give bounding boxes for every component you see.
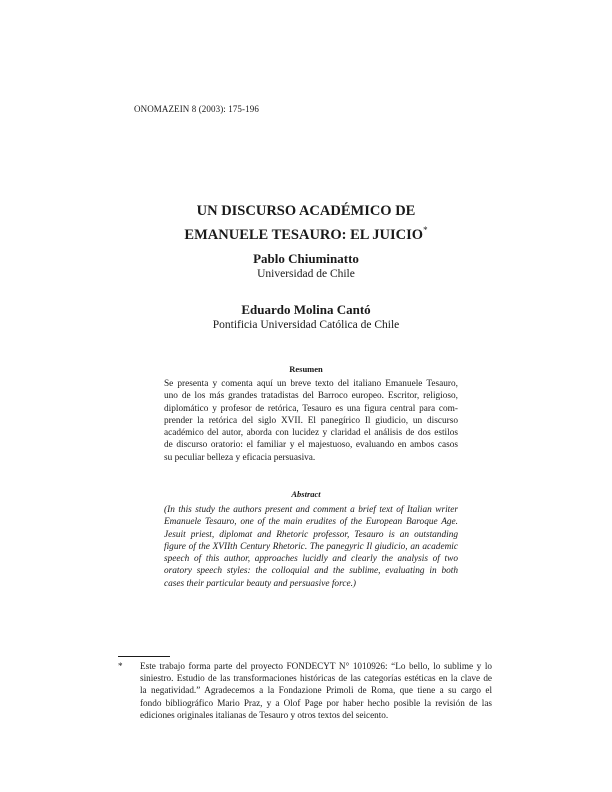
abstract-line: oratory speech styles: the colloquial and the sublime, evaluating in both	[164, 566, 458, 577]
title-footnote-mark: *	[423, 225, 428, 235]
resumen-line: su peculiar belleza y eficacia persuasiva.	[164, 452, 316, 463]
footnote-line: siniestro. Estudio de las transformaciones históricas de las categorías estéticas en la clave de	[140, 673, 492, 684]
footnote-line: Este trabajo forma parte del proyecto FONDECYT N° 1010926: “Lo bello, lo sublime y lo	[140, 661, 492, 671]
abstract-heading: Abstract	[291, 489, 321, 499]
title-line-2-text: EMANUELE TESAURO: EL JUICIO	[184, 226, 424, 243]
resumen-line: académico del autor, aborda con lucidez y claridad el análisis de dos estilos	[164, 428, 458, 439]
article-title	[0, 202, 612, 245]
author-affiliation-1: Universidad de Chile	[257, 268, 355, 280]
title-line-1: UN DISCURSO ACADÉMICO DE	[196, 203, 416, 219]
author-name-1: Pablo Chiuminatto	[253, 251, 359, 266]
footnote-body	[140, 660, 492, 721]
abstract-line: figure of the XVIIth Century Rhetoric. The panegyric Il giudicio, an academic	[164, 541, 458, 552]
footnote-line: fondo bibliográfico Mario Praz, y a Olof Page por haber hecho posible la revisión de las	[140, 697, 492, 708]
footnote-line: ediciones originales italianas de Tesauro y otros textos del seicento.	[140, 709, 389, 720]
author-affiliation-2: Pontificia Universidad Católica de Chile	[212, 319, 400, 331]
abstract-line: speech of this author, approaches lucidly and clearly the analysis of two	[164, 554, 458, 565]
resumen-line: prender la retórica del siglo XVII. El panegírico Il giudicio, un discurso	[164, 415, 458, 426]
resumen-heading: Resumen	[289, 364, 323, 374]
author-name-2: Eduardo Molina Cantó	[241, 302, 371, 317]
resumen-line: uno de los más grandes tratadistas del Barroco europeo. Escritor, religioso,	[164, 391, 458, 402]
footnote-line: la negatividad.” Agradecemos a la Fondazione Primoli de Roma, que tiene a su cargo el	[140, 685, 492, 696]
footnote	[118, 660, 492, 721]
resumen-line: diplomático y profesor de retórica, Tesauro es una figura central para com-	[164, 403, 458, 414]
abstract-line: Jesuit priest, diplomat and Rhetoric professor, Tesauro is an outstanding	[164, 529, 458, 540]
footnote-mark: *	[118, 661, 123, 671]
abstract-paragraph	[164, 504, 458, 590]
resumen-paragraph	[164, 378, 458, 464]
journal-reference: ONOMAZEIN 8 (2003): 175-196	[134, 104, 259, 114]
title-line-2	[0, 221, 612, 245]
resumen-line: de discurso oratorio: el familiar y el majestuoso, evaluando en ambos casos	[164, 440, 458, 451]
abstract-line: (In this study the authors present and comment a brief text of Italian writer	[164, 505, 458, 515]
resumen-line: Se presenta y comenta aquí un breve texto del italiano Emanuele Tesauro,	[164, 379, 458, 389]
abstract-line: Emanuele Tesauro, one of the main erudites of the European Baroque Age.	[164, 517, 458, 528]
footnote-divider	[118, 656, 170, 657]
abstract-line: cases their particular beauty and persuasive force.)	[164, 578, 357, 589]
